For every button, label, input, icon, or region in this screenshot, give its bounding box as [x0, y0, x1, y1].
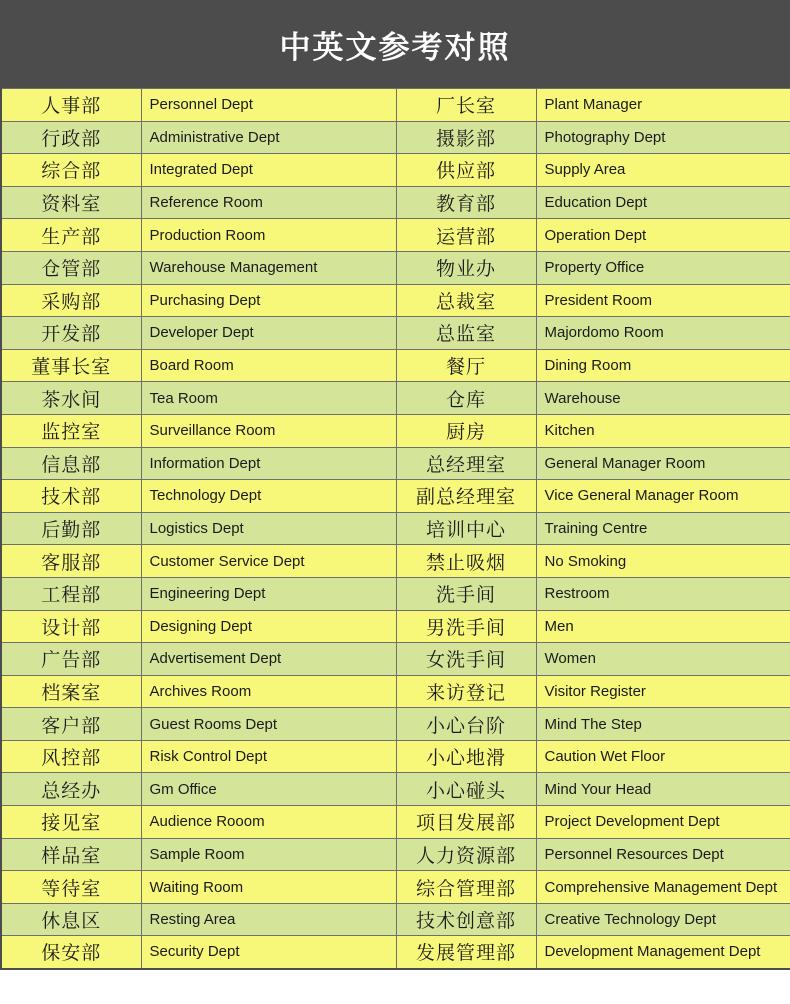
cell-english-left	[141, 251, 396, 284]
cell-chinese-left	[1, 349, 141, 382]
cell-english-right	[536, 154, 790, 187]
cell-english-right-text: Operation Dept	[544, 226, 647, 244]
table-row	[1, 251, 790, 284]
cell-english-right	[536, 284, 790, 317]
cell-english-left-text: Sample Room	[149, 845, 245, 863]
cell-chinese-left	[1, 414, 141, 447]
cell-english-right	[536, 871, 790, 904]
cell-english-right	[536, 251, 790, 284]
cell-chinese-left-text: 行政部	[41, 127, 102, 150]
cell-chinese-left	[1, 284, 141, 317]
cell-chinese-left-text: 休息区	[41, 910, 102, 933]
cell-english-left-text: Purchasing Dept	[149, 291, 261, 309]
cell-chinese-right	[396, 219, 536, 252]
cell-english-left	[141, 154, 396, 187]
cell-english-right	[536, 838, 790, 871]
cell-english-left	[141, 643, 396, 676]
table-row	[1, 871, 790, 904]
cell-english-right-text: Property Office	[544, 259, 645, 277]
cell-english-right-text: Majordomo Room	[544, 324, 664, 342]
table-row	[1, 284, 790, 317]
table-row	[1, 480, 790, 513]
cell-english-left-text: Waiting Room	[149, 878, 244, 896]
cell-english-left-text: Reference Room	[149, 194, 263, 212]
cell-chinese-right-text: 仓库	[445, 388, 486, 411]
cell-chinese-left	[1, 708, 141, 741]
table-row	[1, 121, 790, 154]
cell-english-right	[536, 219, 790, 252]
cell-chinese-right	[396, 382, 536, 415]
cell-english-right-text: Mind The Step	[544, 715, 642, 733]
cell-english-left-text: Gm Office	[149, 780, 217, 798]
cell-english-right-text: Mind Your Head	[544, 780, 652, 798]
cell-english-left-text: Risk Control Dept	[149, 748, 268, 766]
cell-chinese-right-text: 餐厅	[445, 356, 486, 379]
cell-english-left	[141, 447, 396, 480]
cell-english-left	[141, 871, 396, 904]
cell-chinese-right	[396, 545, 536, 578]
cell-chinese-left	[1, 871, 141, 904]
cell-chinese-right-text: 发展管理部	[415, 942, 516, 965]
cell-english-right-text: Supply Area	[544, 161, 626, 179]
cell-chinese-right-text: 摄影部	[435, 127, 496, 150]
cell-english-left-text: Surveillance Room	[149, 422, 276, 440]
cell-english-left-text: Technology Dept	[149, 487, 262, 505]
cell-english-left	[141, 414, 396, 447]
cell-chinese-right	[396, 414, 536, 447]
page-header	[0, 0, 790, 88]
cell-chinese-right	[396, 708, 536, 741]
cell-english-right	[536, 89, 790, 122]
cell-chinese-left	[1, 317, 141, 350]
cell-english-left-text: Production Room	[149, 226, 266, 244]
cell-english-right	[536, 447, 790, 480]
cell-english-right	[536, 610, 790, 643]
table-row	[1, 219, 790, 252]
table-row	[1, 89, 790, 122]
cell-chinese-left-text: 监控室	[41, 421, 102, 444]
cell-english-right-text: President Room	[544, 291, 653, 309]
cell-chinese-left	[1, 643, 141, 676]
cell-english-right	[536, 512, 790, 545]
cell-chinese-right	[396, 936, 536, 969]
cell-chinese-right	[396, 806, 536, 839]
cell-chinese-right	[396, 186, 536, 219]
page-title: 中英文参考对照	[279, 29, 511, 66]
cell-chinese-left-text: 董事长室	[31, 356, 112, 379]
cell-english-left-text: Information Dept	[149, 454, 261, 472]
cell-chinese-left-text: 资料室	[41, 193, 102, 216]
table-row	[1, 154, 790, 187]
cell-chinese-left	[1, 773, 141, 806]
cell-chinese-left-text: 档案室	[41, 681, 102, 704]
cell-chinese-right-text: 供应部	[435, 160, 496, 183]
cell-chinese-left-text: 信息部	[41, 453, 102, 476]
cell-english-left-text: Tea Room	[149, 389, 218, 407]
cell-english-right	[536, 740, 790, 773]
table-row	[1, 512, 790, 545]
cell-chinese-right-text: 运营部	[435, 225, 496, 248]
cell-chinese-right	[396, 675, 536, 708]
table-row	[1, 447, 790, 480]
cell-english-left-text: Guest Rooms Dept	[149, 715, 278, 733]
cell-english-right-text: Dining Room	[544, 357, 632, 375]
bilingual-reference-table	[0, 88, 790, 970]
cell-chinese-left-text: 仓管部	[41, 258, 102, 281]
cell-chinese-right	[396, 643, 536, 676]
cell-english-right-text: Creative Technology Dept	[544, 911, 716, 929]
cell-chinese-right	[396, 512, 536, 545]
cell-english-left-text: Audience Rooom	[149, 813, 265, 831]
cell-english-left	[141, 317, 396, 350]
cell-chinese-right	[396, 577, 536, 610]
cell-chinese-left	[1, 480, 141, 513]
cell-english-left	[141, 610, 396, 643]
cell-english-right-text: Caution Wet Floor	[544, 748, 666, 766]
cell-english-right-text: Comprehensive Management Dept	[544, 878, 778, 896]
cell-english-right	[536, 186, 790, 219]
cell-chinese-left-text: 设计部	[41, 616, 102, 639]
table-row	[1, 936, 790, 969]
table-row	[1, 349, 790, 382]
table-row	[1, 414, 790, 447]
cell-english-right-text: Training Centre	[544, 520, 648, 538]
cell-english-right	[536, 317, 790, 350]
table-row	[1, 838, 790, 871]
cell-english-right-text: Photography Dept	[544, 128, 666, 146]
cell-english-right	[536, 121, 790, 154]
cell-english-right	[536, 675, 790, 708]
cell-english-left-text: Resting Area	[149, 911, 236, 929]
table-row	[1, 610, 790, 643]
cell-english-left	[141, 545, 396, 578]
cell-chinese-right-text: 洗手间	[435, 584, 496, 607]
table-row	[1, 903, 790, 936]
cell-english-left-text: Developer Dept	[149, 324, 254, 342]
table-row	[1, 545, 790, 578]
cell-chinese-right-text: 小心地滑	[425, 747, 506, 770]
cell-chinese-right-text: 小心碰头	[425, 779, 506, 802]
cell-chinese-right	[396, 154, 536, 187]
cell-chinese-left	[1, 154, 141, 187]
cell-english-left	[141, 480, 396, 513]
cell-english-left	[141, 121, 396, 154]
cell-chinese-right	[396, 284, 536, 317]
cell-chinese-right-text: 总监室	[435, 323, 496, 346]
cell-english-left	[141, 708, 396, 741]
cell-chinese-left	[1, 610, 141, 643]
cell-english-right	[536, 480, 790, 513]
cell-chinese-right-text: 项目发展部	[415, 812, 516, 835]
cell-chinese-right-text: 厂长室	[435, 95, 496, 118]
cell-english-left	[141, 512, 396, 545]
table-row	[1, 577, 790, 610]
cell-english-left	[141, 903, 396, 936]
table-row	[1, 675, 790, 708]
cell-chinese-left	[1, 740, 141, 773]
cell-english-right-text: Vice General Manager Room	[544, 487, 739, 505]
cell-chinese-left	[1, 545, 141, 578]
cell-chinese-right-text: 总经理室	[425, 453, 506, 476]
cell-chinese-left	[1, 219, 141, 252]
cell-chinese-right-text: 综合管理部	[415, 877, 516, 900]
cell-english-left-text: Board Room	[149, 357, 234, 375]
cell-english-left	[141, 806, 396, 839]
cell-chinese-left	[1, 89, 141, 122]
cell-chinese-right-text: 小心台阶	[425, 714, 506, 737]
cell-english-right-text: Plant Manager	[544, 96, 643, 114]
cell-english-right	[536, 903, 790, 936]
cell-english-right-text: Personnel Resources Dept	[544, 845, 724, 863]
cell-english-left	[141, 186, 396, 219]
cell-english-left-text: Security Dept	[149, 943, 240, 961]
cell-chinese-left	[1, 838, 141, 871]
table-row	[1, 740, 790, 773]
cell-chinese-right	[396, 447, 536, 480]
cell-english-left-text: Customer Service Dept	[149, 552, 305, 570]
cell-english-right	[536, 708, 790, 741]
cell-chinese-right-text: 人力资源部	[415, 844, 516, 867]
cell-chinese-left	[1, 675, 141, 708]
cell-english-right-text: Women	[544, 650, 596, 668]
cell-english-right-text: Visitor Register	[544, 682, 646, 700]
cell-english-left-text: Administrative Dept	[149, 128, 280, 146]
table-row	[1, 382, 790, 415]
cell-chinese-left	[1, 121, 141, 154]
cell-english-right	[536, 545, 790, 578]
cell-chinese-left-text: 总经办	[41, 779, 102, 802]
cell-chinese-left-text: 后勤部	[41, 519, 102, 542]
cell-english-left	[141, 838, 396, 871]
cell-chinese-right	[396, 610, 536, 643]
cell-english-right	[536, 936, 790, 969]
cell-chinese-left-text: 客服部	[41, 551, 102, 574]
cell-english-right-text: Education Dept	[544, 194, 648, 212]
cell-english-right-text: Restroom	[544, 585, 610, 603]
cell-english-left-text: Warehouse Management	[149, 259, 318, 277]
cell-chinese-right	[396, 480, 536, 513]
cell-english-right-text: Warehouse	[544, 389, 621, 407]
cell-chinese-right	[396, 349, 536, 382]
cell-chinese-left-text: 综合部	[41, 160, 102, 183]
cell-chinese-right-text: 禁止吸烟	[425, 551, 506, 574]
cell-chinese-left	[1, 251, 141, 284]
cell-english-right-text: Kitchen	[544, 422, 595, 440]
table-body	[1, 89, 790, 969]
cell-chinese-left-text: 等待室	[41, 877, 102, 900]
cell-chinese-right-text: 培训中心	[425, 519, 506, 542]
cell-english-right-text: Development Management Dept	[544, 943, 761, 961]
cell-english-right-text: No Smoking	[544, 552, 627, 570]
cell-chinese-right	[396, 317, 536, 350]
cell-english-left-text: Advertisement Dept	[149, 650, 282, 668]
cell-chinese-right	[396, 871, 536, 904]
cell-chinese-left-text: 茶水间	[41, 388, 102, 411]
cell-english-left	[141, 89, 396, 122]
table-row	[1, 643, 790, 676]
cell-chinese-right	[396, 89, 536, 122]
cell-english-right	[536, 806, 790, 839]
cell-chinese-left	[1, 447, 141, 480]
cell-english-left	[141, 382, 396, 415]
cell-chinese-right-text: 总裁室	[435, 290, 496, 313]
cell-chinese-left	[1, 382, 141, 415]
cell-chinese-left-text: 开发部	[41, 323, 102, 346]
cell-chinese-right-text: 来访登记	[425, 681, 506, 704]
cell-english-left	[141, 577, 396, 610]
table-row	[1, 806, 790, 839]
cell-english-right	[536, 577, 790, 610]
cell-chinese-left-text: 采购部	[41, 290, 102, 313]
cell-chinese-left-text: 客户部	[41, 714, 102, 737]
cell-chinese-left-text: 人事部	[41, 95, 102, 118]
cell-chinese-right	[396, 121, 536, 154]
cell-chinese-left	[1, 186, 141, 219]
cell-english-left-text: Personnel Dept	[149, 96, 253, 114]
cell-english-right	[536, 643, 790, 676]
cell-chinese-left-text: 接见室	[41, 812, 102, 835]
table-row	[1, 773, 790, 806]
table-row	[1, 317, 790, 350]
cell-english-left	[141, 675, 396, 708]
cell-chinese-left-text: 工程部	[41, 584, 102, 607]
cell-english-left	[141, 349, 396, 382]
cell-english-right	[536, 382, 790, 415]
cell-chinese-right-text: 副总经理室	[415, 486, 516, 509]
cell-chinese-left-text: 风控部	[41, 747, 102, 770]
cell-english-left	[141, 740, 396, 773]
cell-english-left-text: Designing Dept	[149, 617, 253, 635]
cell-english-left-text: Engineering Dept	[149, 585, 266, 603]
cell-chinese-right-text: 女洗手间	[425, 649, 506, 672]
cell-english-right	[536, 349, 790, 382]
cell-chinese-left-text: 样品室	[41, 844, 102, 867]
cell-chinese-left-text: 保安部	[41, 942, 102, 965]
cell-chinese-right-text: 物业办	[435, 258, 496, 281]
cell-chinese-left	[1, 903, 141, 936]
cell-english-left-text: Logistics Dept	[149, 520, 244, 538]
cell-chinese-right-text: 男洗手间	[425, 616, 506, 639]
cell-chinese-right	[396, 740, 536, 773]
cell-english-right	[536, 414, 790, 447]
cell-chinese-left	[1, 512, 141, 545]
cell-english-right	[536, 773, 790, 806]
cell-english-left-text: Integrated Dept	[149, 161, 253, 179]
cell-english-left	[141, 219, 396, 252]
table-row	[1, 708, 790, 741]
cell-chinese-right	[396, 838, 536, 871]
cell-chinese-right-text: 技术创意部	[415, 910, 516, 933]
cell-chinese-left-text: 技术部	[41, 486, 102, 509]
cell-english-left-text: Archives Room	[149, 682, 252, 700]
cell-english-left	[141, 936, 396, 969]
cell-english-right-text: Men	[544, 617, 574, 635]
cell-english-left	[141, 284, 396, 317]
cell-chinese-right-text: 厨房	[445, 421, 486, 444]
cell-chinese-right	[396, 773, 536, 806]
cell-chinese-left	[1, 577, 141, 610]
table-row	[1, 186, 790, 219]
cell-chinese-right	[396, 903, 536, 936]
cell-english-left	[141, 773, 396, 806]
cell-chinese-left	[1, 936, 141, 969]
cell-chinese-left-text: 广告部	[41, 649, 102, 672]
cell-english-right-text: Project Development Dept	[544, 813, 720, 831]
cell-chinese-left-text: 生产部	[41, 225, 102, 248]
cell-chinese-left	[1, 806, 141, 839]
cell-chinese-right	[396, 251, 536, 284]
cell-english-right-text: General Manager Room	[544, 454, 706, 472]
cell-chinese-right-text: 教育部	[435, 193, 496, 216]
